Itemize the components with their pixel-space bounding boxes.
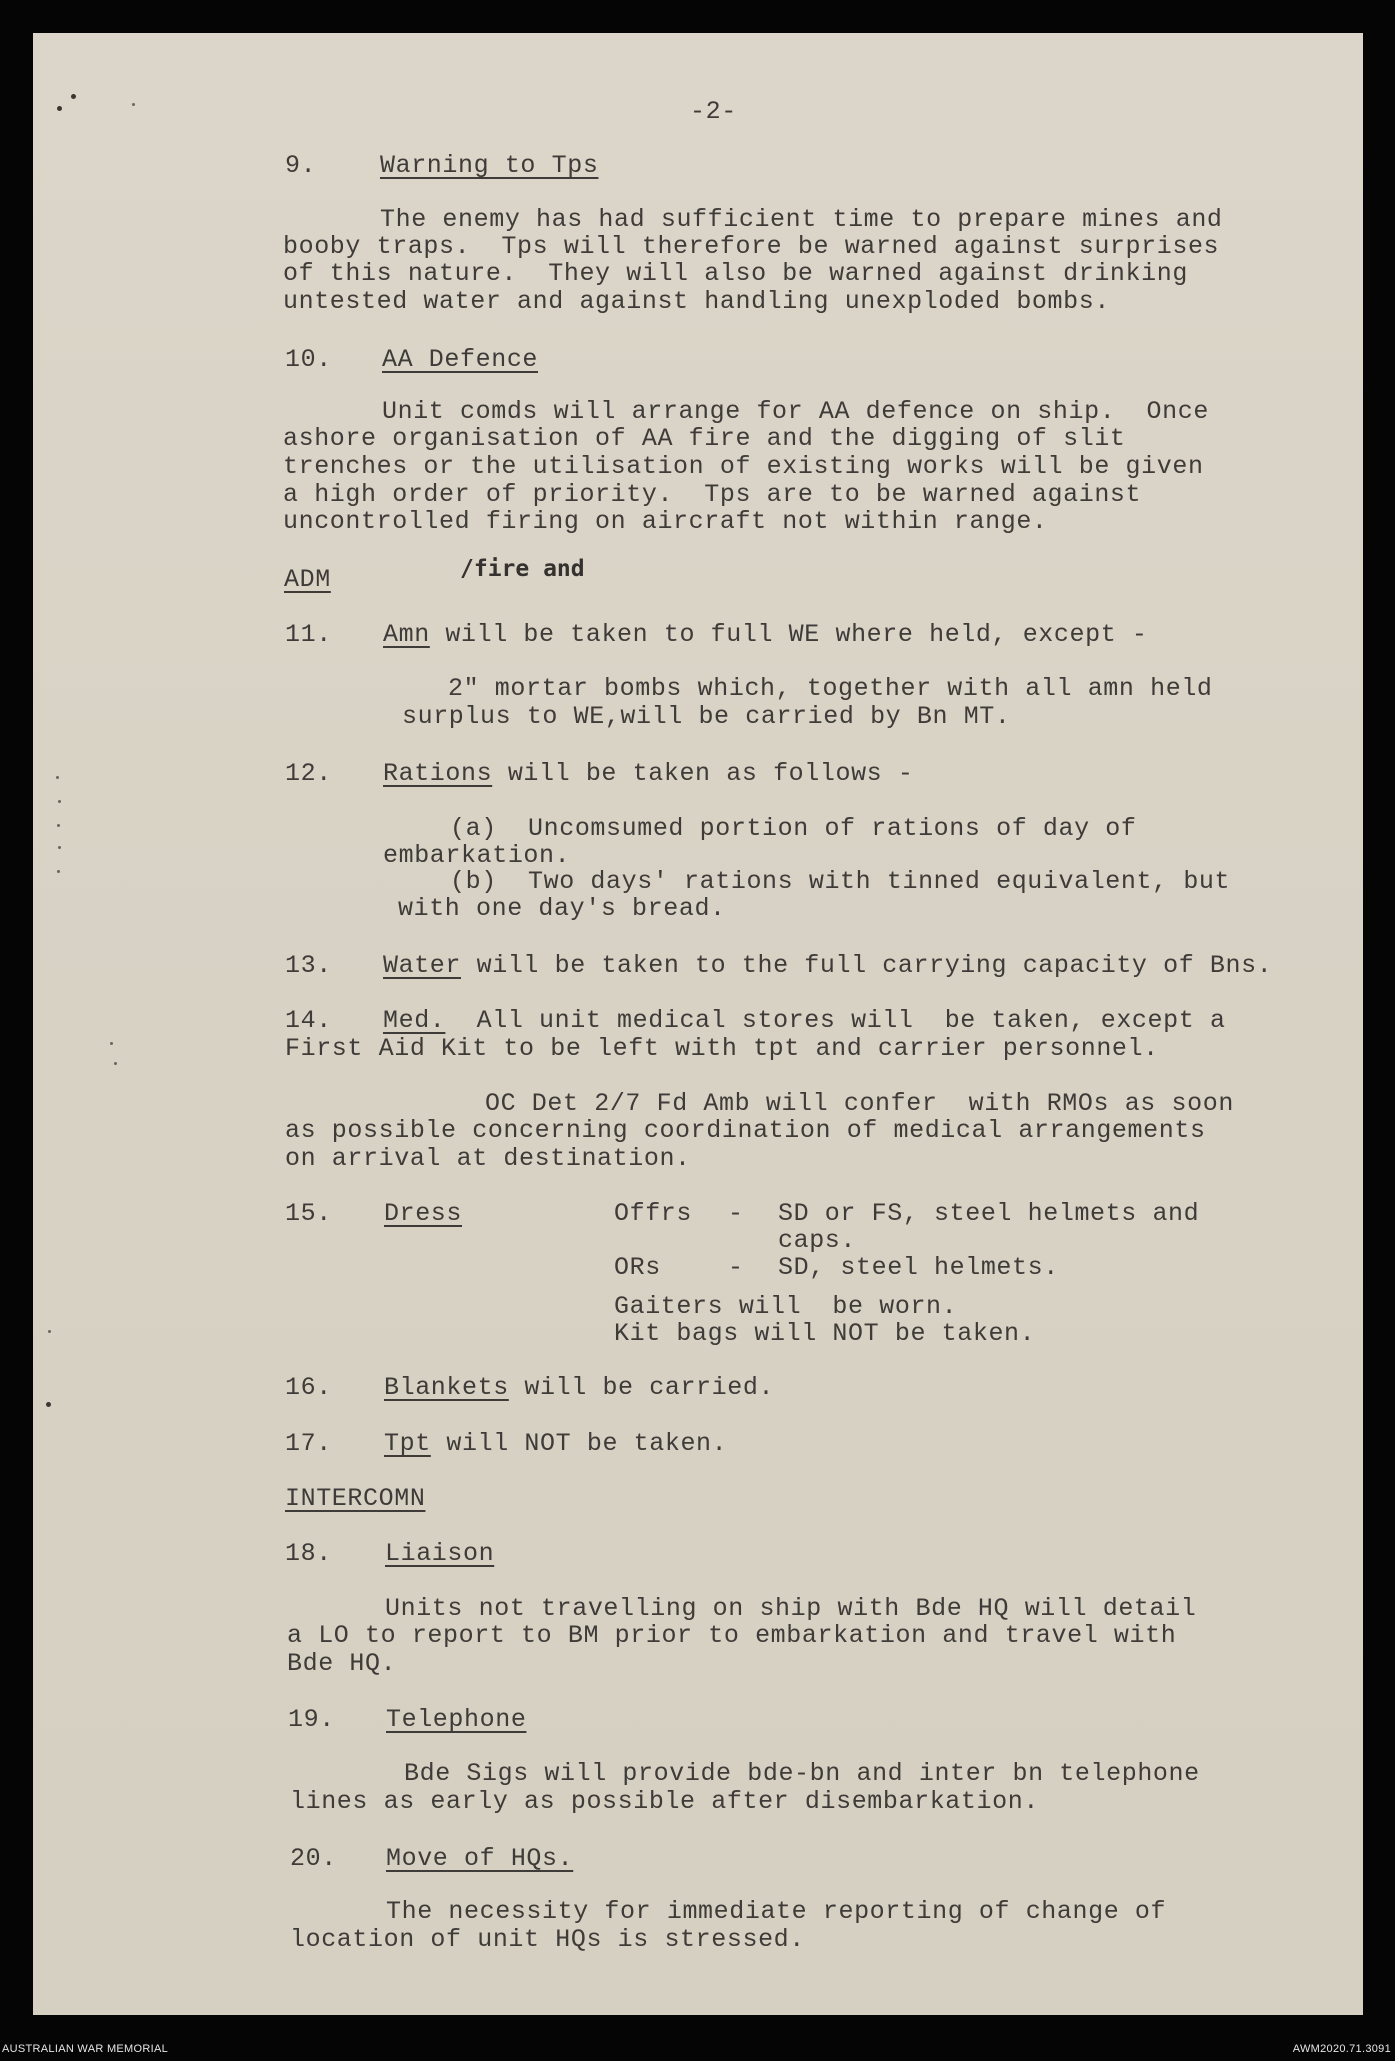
para-line: lines as early as possible after disembarkation. [290,1787,1039,1816]
footer-accession: AWM2020.71.3091 [1292,2043,1391,2055]
para-body [383,760,914,788]
punch-mark [56,776,59,779]
para-heading: Rations [383,759,493,788]
footer-credit: AUSTRALIAN WAR MEMORIAL [2,2043,169,2055]
para-heading: Water [383,951,462,980]
punch-mark [58,846,61,849]
para-number: 18. [285,1539,332,1568]
para-line: Units not travelling on ship with Bde HQ will detail [385,1594,1197,1623]
para-line: First Aid Kit to be left with tpt and carrier personnel. [285,1034,1159,1063]
para-line: The enemy has had sufficient time to prepare mines and [380,205,1223,234]
para-line: booby traps. Tps will therefore be warned against surprises [283,232,1220,261]
para-line: OC Det 2/7 Fd Amb will confer with RMOs as soon [485,1089,1234,1118]
para-line: (b) Two days' rations with tinned equivalent, but [450,867,1231,896]
para-body [384,1374,774,1402]
handwritten-insertion: /fire and [460,556,585,582]
para-number: 20. [290,1844,337,1873]
para-line: embarkation. [383,841,571,870]
para-line: Bde Sigs will provide bde-bn and inter bn telephone [404,1759,1200,1788]
para-number: 14. [285,1006,332,1035]
dress-note: Gaiters will be worn. [614,1292,958,1321]
para-text: will be taken as follows - [492,759,914,788]
punch-mark [114,1062,117,1065]
para-text: will be carried. [508,1373,775,1402]
para-heading: Liaison [385,1539,495,1568]
para-line: Unit comds will arrange for AA defence on ship. Once [382,397,1209,426]
para-heading: Move of HQs. [386,1844,574,1873]
para-number: 12. [285,759,332,788]
dress-text: SD, steel helmets. [778,1253,1059,1282]
para-body [383,621,1148,649]
section-heading: ADM [284,565,331,594]
para-line: location of unit HQs is stressed. [290,1925,805,1954]
punch-mark [57,870,60,873]
para-line: on arrival at destination. [285,1144,691,1173]
para-heading: Warning to Tps [380,151,599,180]
para-heading: Tpt [384,1429,431,1458]
para-number: 13. [285,951,332,980]
punch-mark [57,824,60,827]
para-line: trenches or the utilisation of existing works will be given [283,452,1204,481]
para-body [384,1430,727,1458]
punch-mark [46,1402,51,1407]
dress-note: Kit bags will NOT be taken. [614,1319,1036,1348]
para-heading: Telephone [386,1705,527,1734]
dress-text: SD or FS, steel helmets and [778,1199,1200,1228]
para-heading: Amn [383,620,430,649]
punch-mark [71,94,76,99]
punch-mark [110,1042,113,1045]
para-text: will NOT be taken. [430,1429,728,1458]
dress-dash: - [728,1253,744,1282]
para-line: uncontrolled firing on aircraft not within range. [283,507,1048,536]
para-text: will be taken to the full carrying capacity of Bns. [461,951,1273,980]
punch-mark [57,106,62,111]
para-line: ashore organisation of AA fire and the digging of slit [283,424,1126,453]
section-heading: INTERCOMN [285,1484,426,1513]
page-number: -2- [690,97,737,126]
para-line: with one day's bread. [398,894,726,923]
punch-mark [132,103,135,106]
para-line: a LO to report to BM prior to embarkation and travel with [287,1621,1177,1650]
dress-text: caps. [778,1226,857,1255]
para-number: 9. [285,151,317,180]
para-line: of this nature. They will also be warned against drinking [283,259,1188,288]
para-number: 11. [285,620,332,649]
para-line: 2" mortar bombs which, together with all amn held [448,674,1213,703]
dress-dash: - [728,1199,744,1228]
para-line: untested water and against handling unexploded bombs. [283,287,1110,316]
para-body [383,1007,1226,1035]
para-heading: Med. [383,1006,446,1035]
para-line: surplus to WE,will be carried by Bn MT. [402,702,1011,731]
para-number: 15. [285,1199,332,1228]
para-text: All unit medical stores will be taken, except a [445,1006,1226,1035]
para-number: 10. [285,345,332,374]
punch-mark [58,800,61,803]
para-number: 19. [288,1705,335,1734]
para-line: a high order of priority. Tps are to be warned against [283,480,1142,509]
para-number: 17. [285,1429,332,1458]
para-text: will be taken to full WE where held, except - [429,620,1148,649]
para-line: Bde HQ. [287,1649,397,1678]
punch-mark [48,1330,51,1333]
dress-label: Offrs [614,1199,693,1228]
para-line: The necessity for immediate reporting of change of [386,1897,1167,1926]
para-line: (a) Uncomsumed portion of rations of day of [450,814,1137,843]
para-number: 16. [285,1373,332,1402]
para-body [383,952,1272,980]
para-heading: Dress [384,1199,463,1228]
dress-label: ORs [614,1253,661,1282]
para-heading: Blankets [384,1373,509,1402]
para-line: as possible concerning coordination of medical arrangements [285,1116,1206,1145]
para-heading: AA Defence [382,345,539,374]
